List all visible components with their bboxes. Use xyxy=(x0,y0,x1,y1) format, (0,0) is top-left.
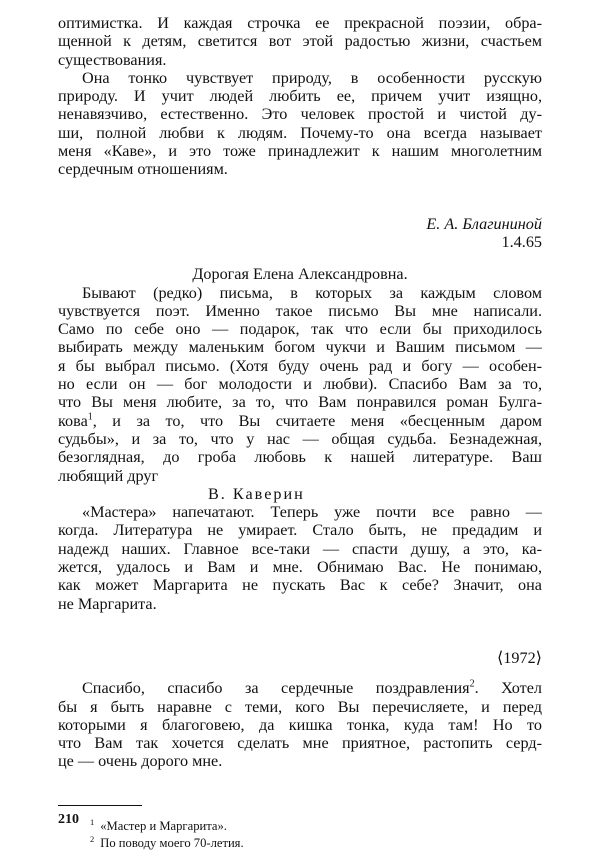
text-line: любящий друг xyxy=(58,466,159,485)
text-line: безоглядная, до гроба любовь к нашей литературе. Ваш xyxy=(58,448,542,467)
text-segment: . Хотел xyxy=(474,679,543,698)
text-line: чувствуется поэт. Именно такое письмо Вы мне написали. xyxy=(58,301,542,320)
text-line: выбирать между маленьким богом чукчи и Вашим письмом — xyxy=(58,338,542,357)
text-line: ненавязчиво, естественно. Это человек простой и чистой ду- xyxy=(58,105,542,124)
text-line: надежд наших. Главное все-таки — спасти душу, а это, ка- xyxy=(58,539,542,558)
footnote-ref: 1 xyxy=(87,411,93,423)
text-line xyxy=(58,412,542,430)
text-line: но если он — бог молодости и любви). Спасибо Вам за то, xyxy=(58,375,542,394)
footnote-text: По поводу моего 70-летия. xyxy=(100,835,244,850)
text-line: когда. Литература не умирает. Стало быть, не предадим и xyxy=(58,521,542,540)
page-number: 210 xyxy=(58,812,79,827)
text-line: не Маргарита. xyxy=(58,594,157,613)
text-line xyxy=(58,679,542,697)
text-line: судьбы», и за то, что у нас — общая судьба. Безнадежная, xyxy=(58,429,542,448)
text-line: Бывают (редко) письма, в которых за каждым словом xyxy=(82,283,542,302)
text-line: щенной к детям, светится вот этой радостью жизни, счастьем xyxy=(58,32,542,51)
text-line: бы я быть наравне с теми, кого Вы перечисляете, и перед xyxy=(58,697,542,716)
text-line: что Вы меня любите, за то, что Вам понравился роман Булга- xyxy=(58,393,542,412)
footnote xyxy=(58,818,542,835)
letter-addressee: Е. А. Благининой xyxy=(426,214,542,233)
text-line: оптимистка. И каждая строчка ее прекрасной поэзии, обра- xyxy=(58,14,542,32)
footnote-divider xyxy=(58,805,142,806)
text-line: жется, удалось и Вам и мне. Обнимаю Вас. Не понимаю, xyxy=(58,558,542,577)
text-line: как может Маргарита не пускать Вас к себе? Значит, она xyxy=(58,576,542,595)
letter-signature: В. Каверин xyxy=(208,484,305,503)
letter-date: 1.4.65 xyxy=(501,232,542,251)
letter-salutation: Дорогая Елена Александровна. xyxy=(192,265,408,284)
text-line: «Мастера» напечатают. Теперь уже почти все равно — xyxy=(82,503,542,522)
page-body xyxy=(58,14,542,852)
text-line: природу. И учит людей любить ее, причем учит изящно, xyxy=(58,87,542,106)
text-line: я бы выбрал письмо. (Хотя буду очень рад и богу — особен- xyxy=(58,356,542,375)
text-line: це — очень дорого мне. xyxy=(58,752,223,771)
text-segment: кова xyxy=(58,411,88,430)
footnote xyxy=(58,835,542,852)
text-line: Она тонко чувствует природу, в особенности русскую xyxy=(82,68,542,87)
text-line: Само по себе оно — подарок, так что если бы приходилось xyxy=(58,320,542,339)
footnote-marker: 1 xyxy=(90,816,95,827)
text-segment: , и за то, что Вы считаете меня «бесценным даром xyxy=(92,411,542,430)
footnote-ref: 2 xyxy=(469,678,475,690)
text-segment: Спасибо, спасибо за сердечные поздравления xyxy=(82,679,470,698)
footnote-marker: 2 xyxy=(90,833,95,844)
text-line: которыми я благоговею, да кишка тонка, куда там! Но то xyxy=(58,715,542,734)
text-line: ши, полной любви к людям. Почему-то она всегда называет xyxy=(58,123,542,142)
text-line: меня «Каве», и это тоже принадлежит к нашим многолетним xyxy=(58,142,542,161)
footnote-text: «Мастер и Маргарита». xyxy=(100,818,227,833)
text-line: сердечным отношениям. xyxy=(58,160,228,179)
letter-date: ⟨1972⟩ xyxy=(496,648,542,667)
text-line: что Вам так хочется сделать мне приятное, растопить серд- xyxy=(58,734,542,753)
text-line: существования. xyxy=(58,50,167,69)
